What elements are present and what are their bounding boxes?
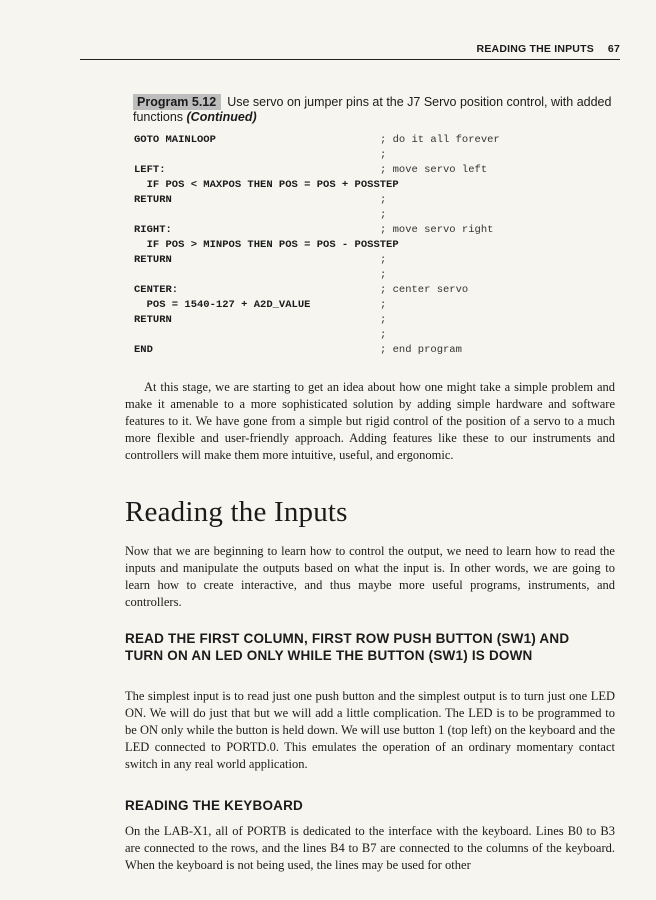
code-line [134, 178, 624, 193]
code-statement: POS = 1540-127 + A2D_VALUE [134, 299, 311, 311]
code-comment: ; [380, 314, 387, 326]
code-line [134, 268, 624, 283]
code-line [134, 208, 624, 223]
code-line [134, 343, 624, 358]
code-line [134, 298, 624, 313]
code-comment: ; [380, 254, 387, 266]
code-statement: RETURN [134, 254, 172, 266]
code-line [134, 253, 624, 268]
code-line [134, 238, 624, 253]
paragraph-simplest-input: The simplest input is to read just one push button and the simplest output is to turn just one LED ON. We will do just that but we will add a little complication. The LED is to be programmed to be ON only while the button is held down. We will use button 1 (top left) on the keyboard and the LED connected to PORTD.0. This emulates the operation of an ordinary momentary contact switch in any real world application. [125, 689, 615, 771]
code-line [134, 328, 624, 343]
code-statement: IF POS > MINPOS THEN POS = POS - POSSTEP [134, 239, 399, 251]
code-line [134, 133, 624, 148]
code-comment: ; [380, 299, 387, 311]
code-comment: ; [380, 194, 387, 206]
program-caption-suffix: (Continued) [186, 110, 257, 124]
code-comment: ; move servo left [380, 164, 488, 176]
code-listing [134, 133, 624, 358]
code-comment: ; do it all forever [380, 134, 500, 146]
paragraph-lab-x1: On the LAB-X1, all of PORTB is dedicated to the interface with the keyboard. Lines B0 to B3 are connected to the rows, and the lines B4 to B7 are connected to the columns of the keyboard. When the keyboard is not being used, the lines may be used for other [125, 824, 615, 872]
subheading-first-column: READ THE FIRST COLUMN, FIRST ROW PUSH BUTTON (SW1) AND TURN ON AN LED ONLY WHILE THE BUTTON (SW1) IS DOWN [125, 631, 570, 663]
code-statement: END [134, 344, 153, 356]
code-comment: ; [380, 269, 387, 281]
code-line [134, 148, 624, 163]
program-caption-text: Use servo on jumper pins at the J7 Servo position control, with added functions [133, 95, 612, 124]
page-number: 67 [607, 43, 620, 55]
code-comment: ; end program [380, 344, 462, 356]
code-line [134, 223, 624, 238]
code-statement: RETURN [134, 194, 172, 206]
code-statement: RETURN [134, 314, 172, 326]
code-statement: GOTO MAINLOOP [134, 134, 216, 146]
code-comment: ; center servo [380, 284, 469, 296]
code-statement: CENTER: [134, 284, 179, 296]
code-comment: ; [380, 329, 387, 341]
code-line [134, 313, 624, 328]
code-line [134, 163, 624, 178]
code-statement: LEFT: [134, 164, 166, 176]
paragraph-intro: At this stage, we are starting to get an idea about how one might take a simple problem and make it amenable to a more sophisticated solution by adding simple hardware and software features to it. We have gone from a simple but rigid control of the position of a servo to a much more flexible and user-friendly approach. Adding features like these to our instruments and controllers will make them more intuitive, useful, and ergonomic. [125, 380, 615, 462]
code-statement: IF POS < MAXPOS THEN POS = POS + POSSTEP [134, 179, 399, 191]
running-header-title: READING THE INPUTS [476, 43, 594, 55]
subheading-reading-keyboard: READING THE KEYBOARD [125, 798, 304, 813]
program-number: Program 5.12 [133, 94, 221, 110]
code-comment: ; move servo right [380, 224, 494, 236]
code-statement: RIGHT: [134, 224, 172, 236]
section-heading: Reading the Inputs [125, 496, 348, 528]
code-line [134, 193, 624, 208]
running-header [80, 43, 620, 60]
code-line [134, 283, 624, 298]
paragraph-now: Now that we are beginning to learn how to control the output, we need to learn how to read the inputs and manipulate the outputs based on what the input is. In other words, we are going to learn how to create interactive, and thus maybe more useful programs, instruments, and controllers. [125, 544, 615, 609]
code-comment: ; [380, 209, 387, 221]
program-caption [133, 95, 623, 125]
code-comment: ; [380, 149, 387, 161]
